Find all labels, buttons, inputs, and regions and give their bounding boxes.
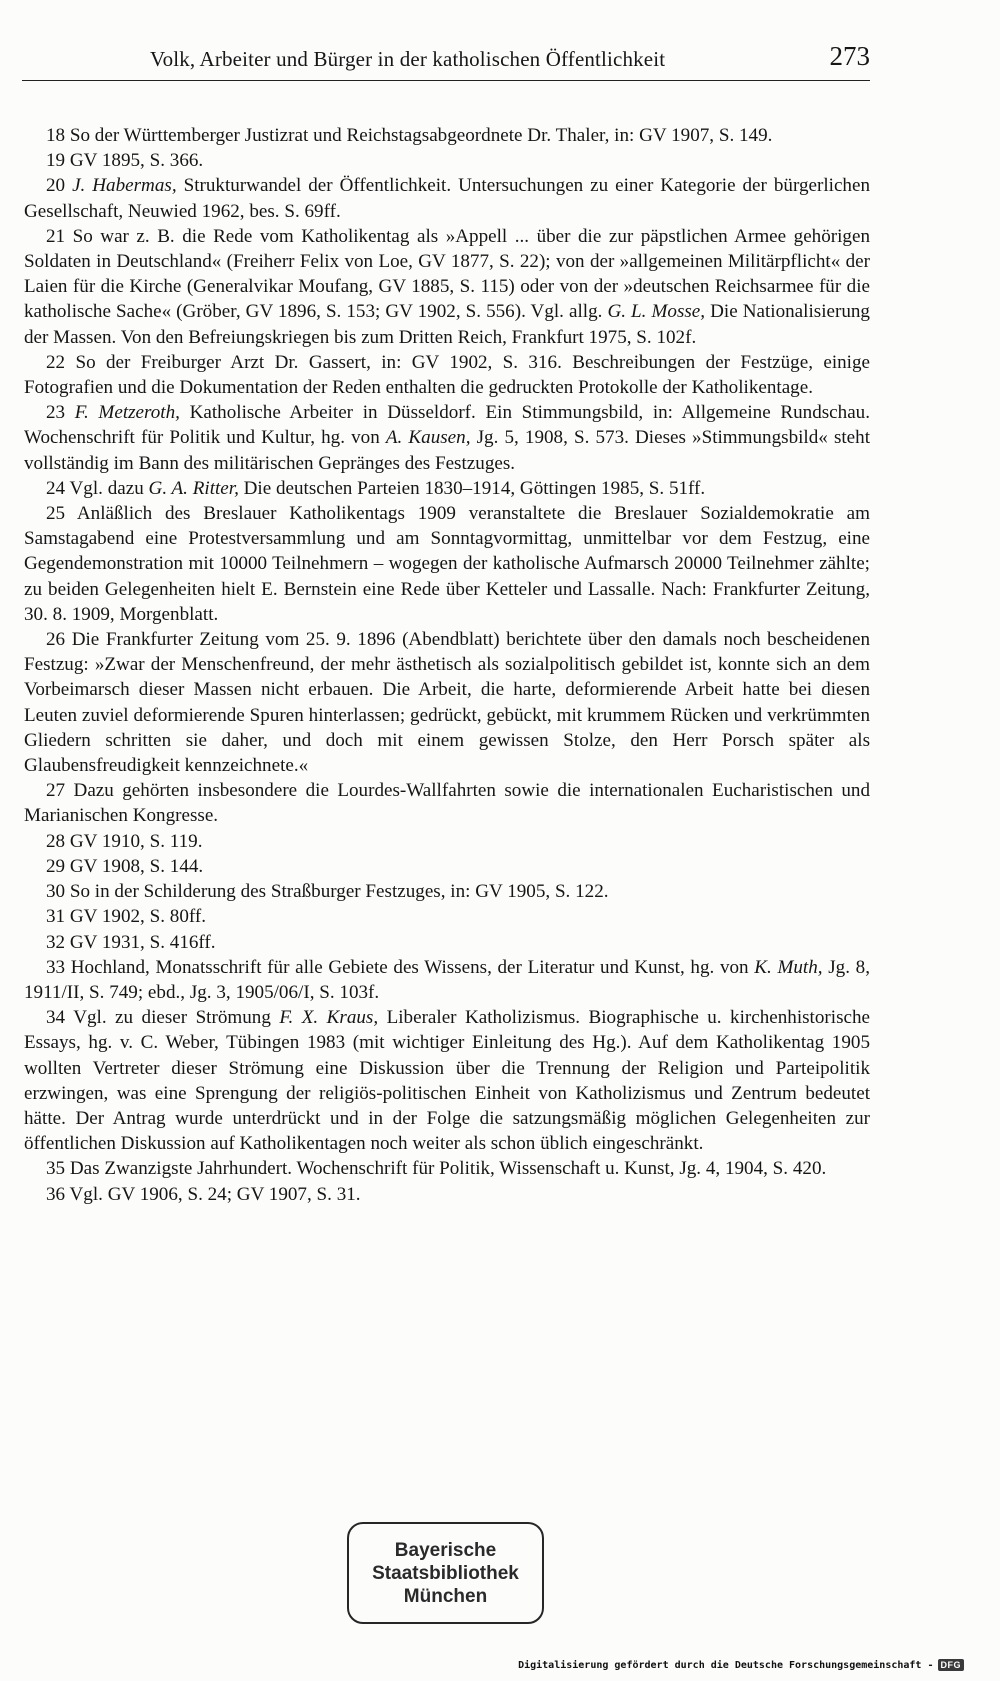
stamp-line: Staatsbibliothek: [372, 1562, 519, 1584]
footnote: 23 F. Metzeroth, Katholische Arbeiter in Düsseldorf. Ein Stimmungsbild, in: Allgemeine Rundschau. Wochenschrift für Politik und Kultur, hg. von A. Kausen, Jg. 5, 1908, S. 573. Dieses »Stimmungsbild« steht vollständig im Bann des militärischen Gepränges des Festzuges.: [24, 402, 871, 474]
footnote: 29 GV 1908, S. 144.: [46, 855, 204, 877]
italic-author: A. Kausen,: [385, 427, 471, 449]
footnote: 19 GV 1895, S. 366.: [46, 150, 204, 172]
italic-author: F. Metzeroth,: [74, 402, 180, 424]
library-stamp: [347, 1522, 544, 1624]
footnote: 22 So der Freiburger Arzt Dr. Gassert, in: GV 1902, S. 316. Beschreibungen der Festzüge, einige Fotografien und die Dokumentation der Reden enthalten die gedruckten Protokolle der Katholikentage.: [24, 351, 870, 399]
digitization-credit: [518, 1659, 964, 1671]
footnote: 30 So in der Schilderung des Straßburger Festzuges, in: GV 1905, S. 122.: [46, 881, 609, 903]
footnote: 36 Vgl. GV 1906, S. 24; GV 1907, S. 31.: [46, 1183, 361, 1205]
footnote: 26 Die Frankfurter Zeitung vom 25. 9. 1896 (Abendblatt) berichtete über den damals noch bescheidenen Festzug: »Zwar der Menschenfreund, der mehr ästhetisch als sozialpolitisch gebildet ist, konnte sich an dem Vorbeimarsch dieser Massen nicht erbauen. Die Arbeit, die harte, deformierende Arbeit hatte bei diesen Leuten zuviel deformierende Spuren hinterlassen; gedrückt, gebückt, mit krummem Rücken und verkrümmten Gliedern schritten sie daher, und doch mit einem gewissen Stolze, den Herr Porsch später als Glaubensfreudigkeit kennzeichnete.«: [24, 629, 870, 777]
footnote: 28 GV 1910, S. 119.: [46, 830, 203, 852]
italic-author: F. X. Kraus,: [279, 1007, 379, 1029]
italic-author: J. Habermas,: [72, 175, 177, 197]
footnote: 20 J. Habermas, Strukturwandel der Öffentlichkeit. Untersuchungen zu einer Kategorie der bürgerlichen Gesellschaft, Neuwied 1962, bes. S. 69ff.: [24, 175, 870, 222]
page-number: 273: [829, 41, 870, 71]
footnote: 31 GV 1902, S. 80ff.: [46, 906, 207, 928]
footnote: 33 Hochland, Monatsschrift für alle Gebiete des Wissens, der Literatur und Kunst, hg. von K. Muth, Jg. 8, 1911/II, S. 749; ebd., Jg. 3, 1905/06/I, S. 103f.: [24, 956, 870, 1003]
running-header: [22, 41, 870, 81]
italic-author: G. L. Mosse,: [607, 301, 706, 323]
footnote: 18 So der Württemberger Justizrat und Reichstagsabgeordnete Dr. Thaler, in: GV 1907, S. 149.: [46, 125, 773, 146]
stamp-line: Bayerische: [394, 1539, 497, 1561]
footnote: 34 Vgl. zu dieser Strömung F. X. Kraus, Liberaler Katholizismus. Biographische u. kirchenhistorische Essays, hg. v. C. Weber, Tübingen 1983 (mit wichtiger Einleitung des Hg.). Auf dem Katholikentag 1905 wollten Vertreter dieser Strömung eine Diskussion über die Trennung der Religion und Parteipolitik erzwingen, was eine Sprengung der religiös-politischen Einheit von Katholizismus und Zentrum bedeutet hätte. Der Antrag wurde unterdrückt und in der Folge die satzungsmäßig möglichen Gelegenheiten zur öffentlichen Diskussion auf Katholikentagen noch weiter als schon üblich eingeschränkt.: [24, 1007, 871, 1155]
footnote: 24 Vgl. dazu G. A. Ritter, Die deutschen Parteien 1830–1914, Göttingen 1985, S. 51ff.: [46, 477, 706, 499]
italic-author: K. Muth,: [754, 956, 823, 978]
italic-author: G. A. Ritter,: [148, 477, 239, 499]
credit-text: Digitalisierung gefördert durch die Deutsche Forschungsgemeinschaft -: [518, 1659, 934, 1671]
dfg-logo: DFG: [938, 1659, 965, 1671]
footnotes-block: [24, 123, 870, 1207]
footnote: 25 Anläßlich des Breslauer Katholikentags 1909 veranstaltete die Breslauer Sozialdemokratie am Samstagabend eine Protestversammlung und am Sonntagvormittag, unmittelbar vor dem Festzug, eine Gegendemonstration mit 10000 Teilnehmern – wogegen der katholische Aufmarsch 20000 Teilnehmer zählte; zu beiden Gelegenheiten hielt E. Bernstein eine Rede über Ketteler und Lassalle. Nach: Frankfurter Zeitung, 30. 8. 1909, Morgenblatt.: [24, 503, 870, 625]
running-head-title: Volk, Arbeiter und Bürger in der katholischen Öffentlichkeit: [150, 47, 666, 71]
footnote: 32 GV 1931, S. 416ff.: [46, 931, 216, 953]
footnote: 27 Dazu gehörten insbesondere die Lourdes-Wallfahrten sowie die internationalen Eucharistischen und Marianischen Kongresse.: [24, 780, 870, 827]
footnote: 35 Das Zwanzigste Jahrhundert. Wochenschrift für Politik, Wissenschaft u. Kunst, Jg. 4, 1904, S. 420.: [46, 1158, 827, 1180]
footnote: 21 So war z. B. die Rede vom Katholikentag als »Appell ... über die zur päpstlichen Armee gehörigen Soldaten in Deutschland« (Freiherr Felix von Loe, GV 1877, S. 22); von der »allgemeinen Militärpflicht« der Laien für die Kirche (Generalvikar Moufang, GV 1885, S. 115) oder von der »deutschen Reichsarmee für die katholische Sache« (Gröber, GV 1896, S. 153; GV 1902, S. 556). Vgl. allg. G. L. Mosse, Die Nationalisierung der Massen. Von den Befreiungskriegen bis zum Dritten Reich, Frankfurt 1975, S. 102f.: [24, 225, 870, 348]
stamp-line: München: [403, 1585, 488, 1607]
